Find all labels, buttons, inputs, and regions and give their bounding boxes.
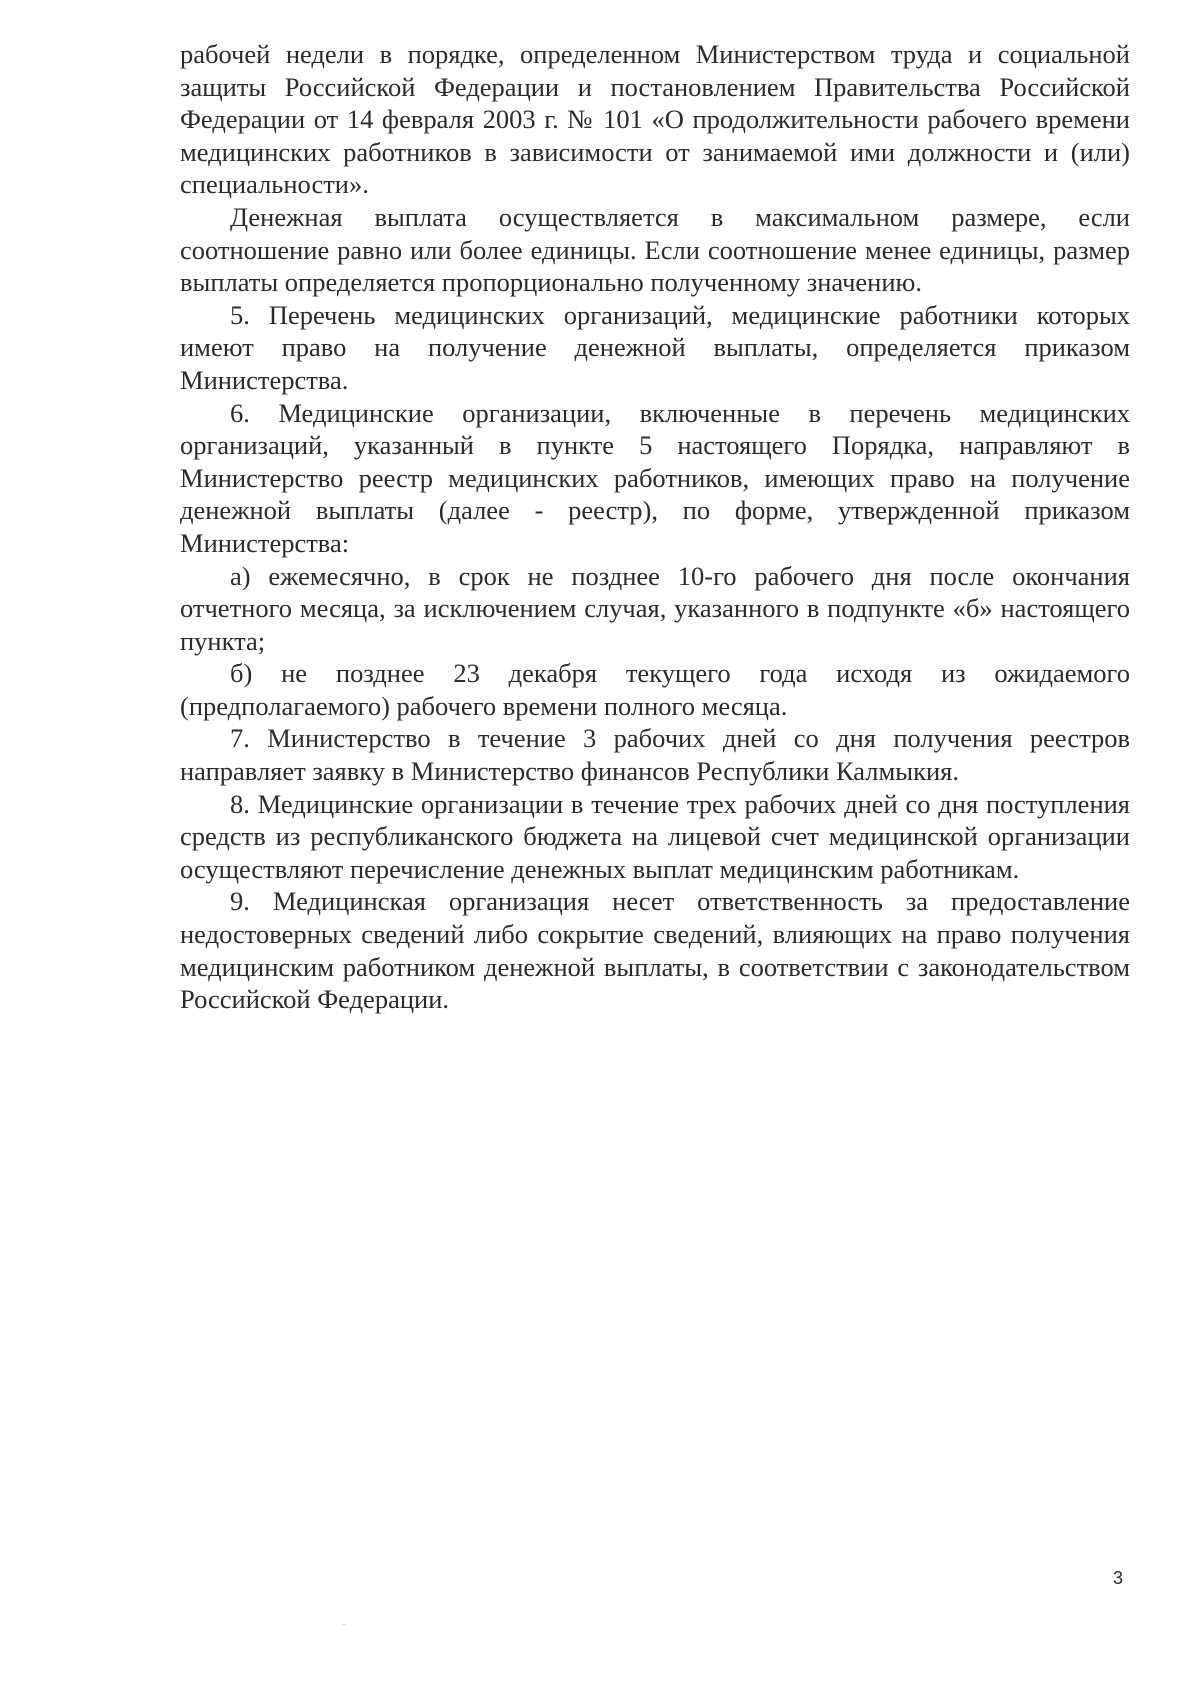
document-body bbox=[180, 38, 1130, 1016]
paragraph-item-8: 8. Медицинские организации в течение трех рабочих дней со дня поступления средств из республиканского бюджета на лицевой счет медицинской организации осуществляют перечисление денежных выплат медицинским работникам. bbox=[180, 788, 1130, 884]
paragraph-subitem-a: а) ежемесячно, в срок не позднее 10-го рабочего дня после окончания отчетного месяца, за исключением случая, указанного в подпункте «б» настоящего пункта; bbox=[180, 560, 1130, 656]
page-number: 3 bbox=[1113, 1568, 1124, 1588]
scan-speck bbox=[343, 1624, 345, 1625]
paragraph-continuation: рабочей недели в порядке, определенном Министерством труда и социальной защиты Российской Федерации и постановлением Правительства Российской Федерации от 14 февраля 2003 г. № 101 «О продолжительности рабочего времени медицинских работников в зависимости от занимаемой ими должности и (или) специальности». bbox=[180, 39, 1130, 200]
paragraph-item-6: 6. Медицинские организации, включенные в перечень медицинских организаций, указанный в пункте 5 настоящего Порядка, направляют в Министерство реестр медицинских работников, имеющих право на получение денежной выплаты (далее - реестр), по форме, утвержденной приказом Министерства: bbox=[180, 397, 1130, 558]
paragraph-subitem-b: б) не позднее 23 декабря текущего года исходя из ожидаемого (предполагаемого) рабочего времени полного месяца. bbox=[180, 658, 1130, 721]
paragraph-item-5: 5. Перечень медицинских организаций, медицинские работники которых имеют право на получение денежной выплаты, определяется приказом Министерства. bbox=[180, 299, 1130, 395]
paragraph-payment-size: Денежная выплата осуществляется в максимальном размере, если соотношение равно или более единицы. Если соотношение менее единицы, размер выплаты определяется пропорционально полученному значению. bbox=[180, 201, 1130, 298]
paragraph-item-7: 7. Министерство в течение 3 рабочих дней со дня получения реестров направляет заявку в Министерство финансов Республики Калмыкия. bbox=[180, 723, 1130, 787]
paragraph-item-9: 9. Медицинская организация несет ответственность за предоставление недостоверных сведений либо сокрытие сведений, влияющих на право получения медицинским работником денежной выплаты, в соответствии с законодательством Российской Федерации. bbox=[180, 886, 1130, 1015]
